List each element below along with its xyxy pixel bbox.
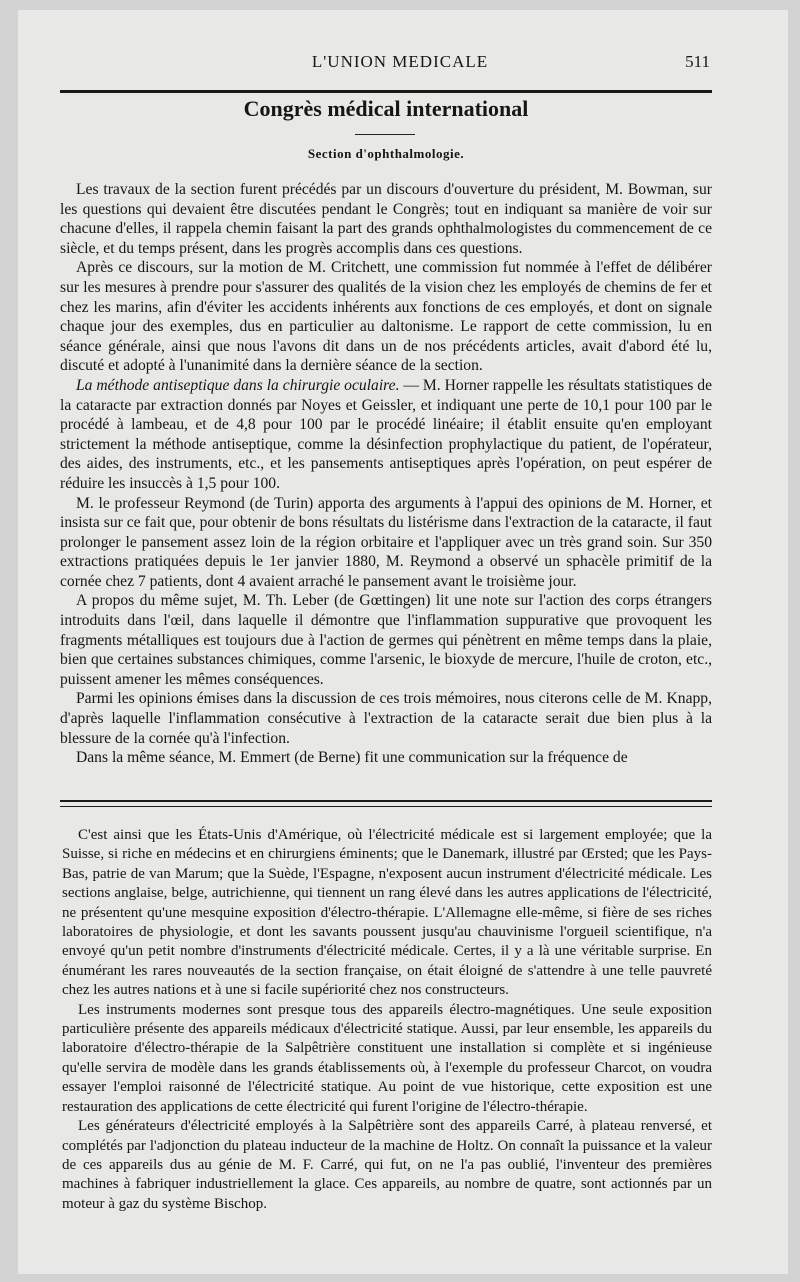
paragraph: Dans la même séance, M. Emmert (de Berne) fit une communication sur la fréquence de — [76, 749, 628, 767]
page-number: 511 — [685, 52, 710, 71]
paragraph — [60, 376, 712, 494]
paragraph: Les travaux de la section furent précédés par un discours d'ouverture du président, M. Bowman, sur les questions qui devaient être discutées pendant le Congrès; tout en indiquant sa manière de voir sur chacune d'elles, il rappela chemin faisant la part des grands ophthalmologistes du commencement de ce siècle, et du temps présent, dans les progrès accomplis dans ces questions. — [60, 181, 712, 257]
paragraph: Les générateurs d'électricité employés à la Salpêtrière sont des appareils Carré, à plateau renversé, et complétés par l'adjonction du plateau inducteur de la machine de Holtz. On connaît la puissance et la valeur de ces appareils dus au génie de M. F. Carré, qui fut, on ne l'a pas oublié, l'inventeur des premières machines à fabriquer industriellement la glace. Ces appareils, au nombre de quatre, sont actionnés par un moteur à gaz du système Bischop. — [62, 1118, 712, 1212]
title-divider — [355, 134, 415, 135]
article-title: Congrès médical international — [243, 96, 529, 121]
paragraph: Parmi les opinions émises dans la discussion de ces trois mémoires, nous citerons celle de M. Knapp, d'après laquelle l'inflammation consécutive à l'extraction de la cataracte serait due bien plus à la blessure de la cornée qu'à l'infection. — [60, 690, 712, 747]
header-rule — [60, 90, 712, 93]
paragraph-text: — M. Horner rappelle les résultats statistiques de la cataracte par extraction donnés par Noyes et Geissler, et indiquant une perte de 10,1 pour 100 par le procédé à lambeau, et de 4,8 pour 100 par le procédé linéaire; il établit ensuite qu'en employant strictement la méthode antiseptique, comme la désinfection prophylactique du patient, de l'opérateur, des aides, des instruments, etc., et les pansements antiseptiques après l'opération, on peut espérer de réduire les insuccès à 1,5 pour 100. — [60, 376, 712, 492]
paragraph: C'est ainsi que les États-Unis d'Amérique, où l'électricité médicale est si largement employée; que la Suisse, si riche en médecins et en chirurgiens éminents; que le Danemark, illustré par Œrsted; que les Pays-Bas, patrie de van Marum; que la Suède, l'Espagne, n'exposent aucun instrument d'électricité médicale. Les sections anglaise, belge, autrichienne, qui tiennent un rang élevé dans les autres applications de l'électricité, ne présentent qu'une mesquine exposition d'électro-thérapie. L'Allemagne elle-même, si fière de ses riches laboratoires de physiologie, et dont les savants poussent jusqu'au chauvinisme l'orgueil scientifique, n'a envoyé qu'un petit nombre d'instruments d'électricité médicale. Certes, il y a là une véritable surprise. En énumérant les rares nouveautés de la section française, on était éloigné de s'attendre à une telle pauvreté chez les autres nations et à une si facile supériorité chez nos constructeurs. — [62, 827, 712, 999]
paragraph: Les instruments modernes sont presque tous des appareils électro-magnétiques. Une seule exposition particulière présente des appareils médicaux d'électricité statique. Aussi, par leur ensemble, les appareils du laboratoire d'électro-thérapie de la Salpêtrière constituent une installation si complète et si ingénieuse qu'elle servira de modèle dans les grands établissements où, à l'exemple du professeur Charcot, on voudra essayer l'emploi raisonné de l'électricité statique. Au point de vue historique, cette exposition est une restauration des applications de cette électricité qui furent l'origine de l'électro-thérapie. — [62, 1001, 712, 1115]
feuilleton-rule-top — [60, 800, 712, 802]
feuilleton-body — [62, 826, 712, 1214]
feuilleton-rule-bottom — [60, 806, 712, 807]
paragraph: Après ce discours, sur la motion de M. Critchett, une commission fut nommée à l'effet de délibérer sur les mesures à prendre pour s'assurer des qualités de la vision chez les employés de chemins de fer et chez les marins, afin d'éviter les accidents inhérents aux fonctions de ces employés, et dont on signale chaque jour des exemples, dus en particulier au daltonisme. Le rapport de cette commission, lu en séance générale, ainsi que nous l'avons dit dans un de nos précédents articles, avait d'abord été lu, discuté et adopté à l'unanimité dans la dernière séance de la section. — [60, 259, 712, 375]
italic-heading: La méthode antiseptique dans la chirurgie oculaire. — [76, 376, 400, 394]
running-header: L'UNION MEDICALE — [311, 52, 489, 71]
paragraph: A propos du même sujet, M. Th. Leber (de Gœttingen) lit une note sur l'action des corps étrangers introduits dans l'œil, dans laquelle il démontre que l'inflammation suppurative que provoquent les fragments métalliques est toujours due à l'action de germes qui pénètrent en même temps dans la plaie, bien que certaines substances chimiques, comme l'arsenic, le bioxyde de mercure, l'huile de croton, etc., puissent amener les mêmes conséquences. — [60, 592, 712, 688]
article-body — [60, 180, 712, 768]
section-heading: Section d'ophthalmologie. — [307, 146, 465, 161]
paragraph: M. le professeur Reymond (de Turin) apporta des arguments à l'appui des opinions de M. Horner, et insista sur ce fait que, pour obtenir de bons résultats du listérisme dans l'extraction de la cataracte, il faut prolonger le pansement assez loin de la région orbitaire et l'appliquer avec un très grand soin. Sur 350 extractions pratiquées depuis le 1er janvier 1880, M. Reymond a observé un sphacèle primitif de la cornée chez 7 patients, dont 4 avaient arraché le pansement avant le troisième jour. — [60, 494, 712, 590]
